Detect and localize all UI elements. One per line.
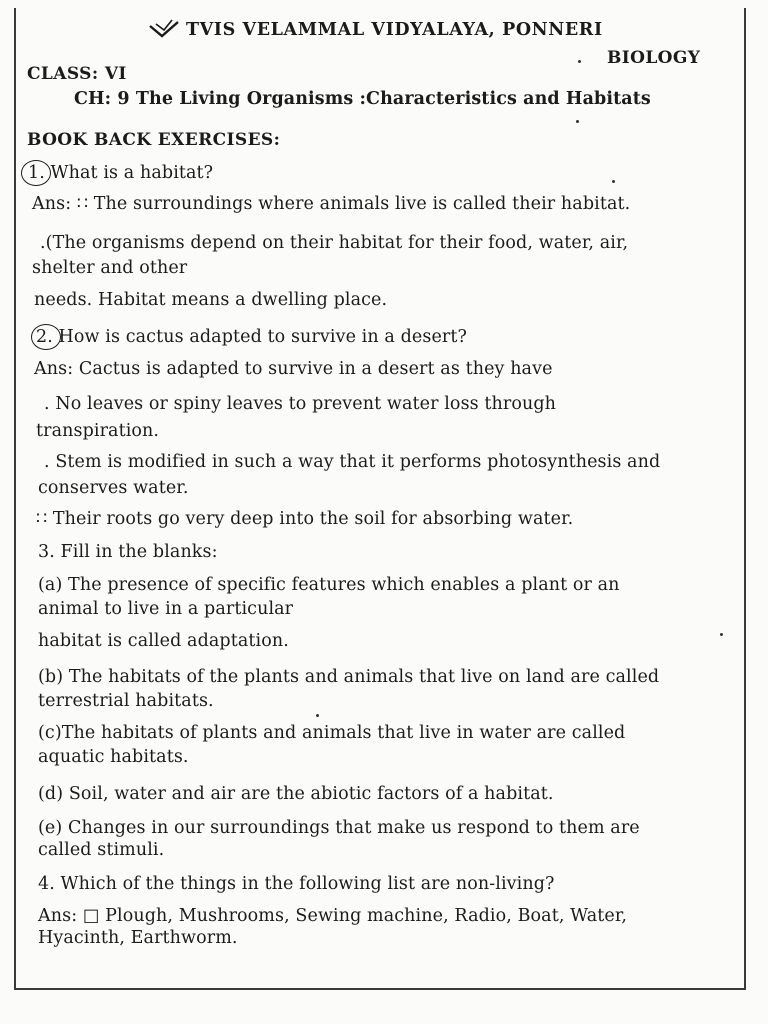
answer-2-point: ∷ Their roots go very deep into the soil for absorbing water. <box>36 509 574 529</box>
blank-e: called stimuli. <box>38 840 165 860</box>
question-2: 2. How is cactus adapted to survive in a desert? <box>36 327 467 347</box>
blank-a: animal to live in a particular <box>38 599 294 619</box>
answer-2-point: conserves water. <box>38 478 189 498</box>
answer-4: Hyacinth, Earthworm. <box>38 928 238 948</box>
answer-2-point: transpiration. <box>36 421 160 441</box>
blank-e: (e) Changes in our surroundings that make us respond to them are <box>38 818 640 838</box>
blank-d: (d) Soil, water and air are the abiotic factors of a habitat. <box>38 784 554 804</box>
answer-1-line: needs. Habitat means a dwelling place. <box>34 290 388 310</box>
answer-1: Ans: ∷ The surroundings where animals live is called their habitat. <box>32 194 631 214</box>
blank-a: habitat is called adaptation. <box>38 631 289 651</box>
section-heading: BOOK BACK EXERCISES: <box>27 130 281 150</box>
answer-2: Ans: Cactus is adapted to survive in a desert as they have <box>34 359 553 379</box>
answer-1-line: .(The organisms depend on their habitat for their food, water, air, <box>40 233 629 253</box>
chapter-title: CH: 9 The Living Organisms :Characteristics and Habitats <box>74 89 651 109</box>
blank-b: terrestrial habitats. <box>38 691 214 711</box>
question-1: 1. What is a habitat? <box>28 163 214 183</box>
answer-2-point: . Stem is modified in such a way that it performs photosynthesis and <box>44 452 661 472</box>
blank-b: (b) The habitats of the plants and animals that live on land are called <box>38 667 660 687</box>
school-name: TVIS VELAMMAL VIDYALAYA, PONNERI <box>186 20 603 40</box>
scan-speck <box>612 180 615 183</box>
answer-4: Ans: □ Plough, Mushrooms, Sewing machine, Radio, Boat, Water, <box>38 906 628 926</box>
blank-c: (c)The habitats of plants and animals that live in water are called <box>38 723 626 743</box>
scan-speck <box>578 60 581 63</box>
school-logo-icon <box>148 18 184 40</box>
question-3: 3. Fill in the blanks: <box>38 542 218 562</box>
subject-label: BIOLOGY <box>607 48 701 68</box>
answer-1-line: shelter and other <box>32 258 188 278</box>
scan-speck <box>720 633 723 636</box>
blank-a: (a) The presence of specific features which enables a plant or an <box>38 575 620 595</box>
scan-speck <box>576 120 579 123</box>
scan-speck <box>316 714 319 717</box>
question-4: 4. Which of the things in the following list are non-living? <box>38 874 555 894</box>
blank-c: aquatic habitats. <box>38 747 189 767</box>
class-label: CLASS: VI <box>27 64 127 84</box>
answer-2-point: . No leaves or spiny leaves to prevent water loss through <box>44 394 557 414</box>
